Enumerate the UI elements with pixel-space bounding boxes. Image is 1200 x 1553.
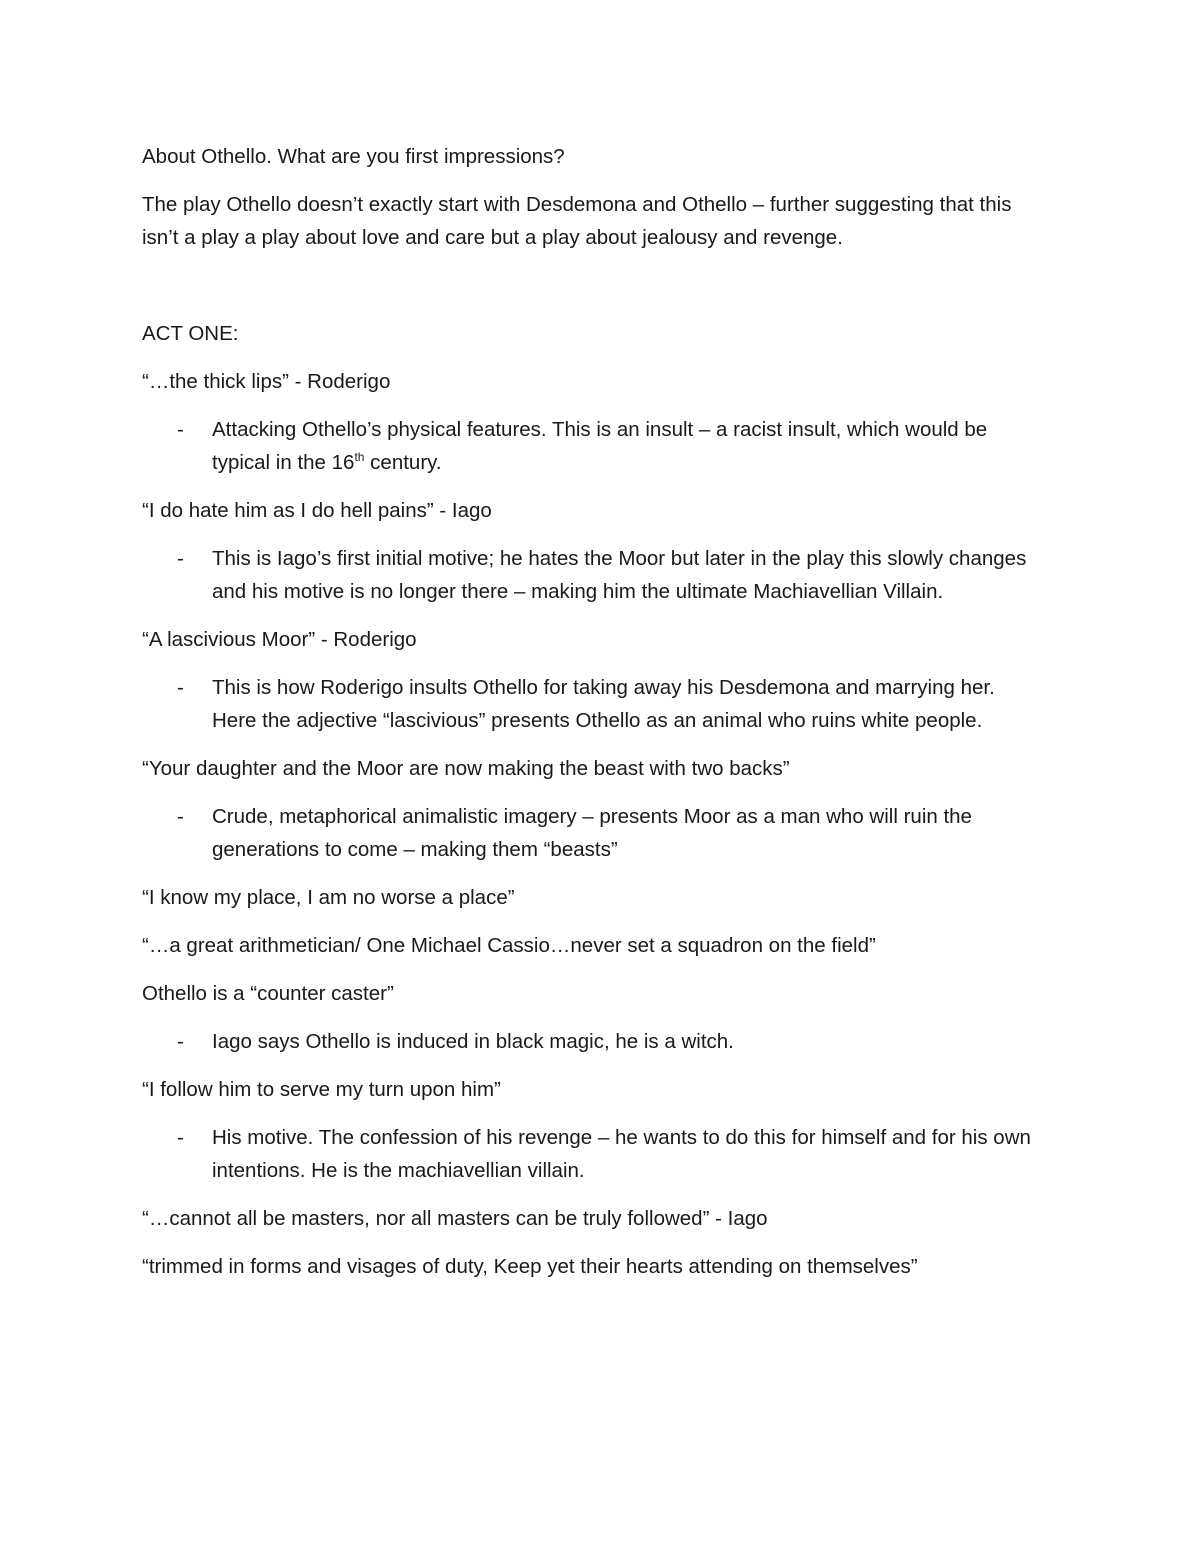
bullet-dash: - — [177, 1126, 184, 1149]
bullet-note — [142, 1121, 1042, 1187]
bullet-text: Crude, metaphorical animalistic imagery – presents Moor as a man who will ruin the generations to come – making them “beasts” — [212, 805, 972, 861]
document-body — [142, 140, 1042, 1298]
bullet-note — [142, 671, 1042, 737]
quote-arithmetician: “…a great arithmetician/ One Michael Cassio…never set a squadron on the field” — [142, 934, 876, 957]
quote-visages-of-duty: “trimmed in forms and visages of duty, Keep yet their hearts attending on themselves” — [142, 1255, 918, 1278]
bullet-text: Attacking Othello’s physical features. This is an insult – a racist insult, which would be typical in the 16 — [212, 418, 988, 474]
bullet-dash: - — [177, 1030, 184, 1053]
quote-masters: “…cannot all be masters, nor all masters can be truly followed” - Iago — [142, 1207, 768, 1230]
superscript-ordinal: th — [354, 450, 365, 465]
intro-heading: About Othello. What are you first impressions? — [142, 145, 565, 168]
quote-beast-two-backs: “Your daughter and the Moor are now making the beast with two backs” — [142, 757, 790, 780]
quote-lascivious-moor: “A lascivious Moor” - Roderigo — [142, 628, 417, 651]
bullet-note — [142, 413, 1042, 479]
bullet-dash: - — [177, 547, 184, 570]
intro-paragraph: The play Othello doesn’t exactly start with Desdemona and Othello – further suggesting that this isn’t a play a play about love and care but a play about jealousy and revenge. — [142, 193, 1012, 249]
quote-serve-my-turn: “I follow him to serve my turn upon him” — [142, 1078, 501, 1101]
quote-know-my-place: “I know my place, I am no worse a place” — [142, 886, 515, 909]
bullet-note — [142, 542, 1042, 608]
act-title: ACT ONE: — [142, 322, 239, 345]
bullet-text: Iago says Othello is induced in black magic, he is a witch. — [212, 1030, 734, 1053]
quote-hell-pains: “I do hate him as I do hell pains” - Iago — [142, 499, 492, 522]
bullet-dash: - — [177, 418, 184, 441]
quote-counter-caster: Othello is a “counter caster” — [142, 982, 394, 1005]
bullet-dash: - — [177, 676, 184, 699]
bullet-note — [142, 800, 1042, 866]
bullet-dash: - — [177, 805, 184, 828]
bullet-note — [142, 1025, 1042, 1058]
quote-thick-lips: “…the thick lips” - Roderigo — [142, 370, 391, 393]
bullet-text: This is Iago’s first initial motive; he hates the Moor but later in the play this slowly changes and his motive is no longer there – making him the ultimate Machiavellian Villain. — [212, 547, 1027, 603]
bullet-text-end: century. — [364, 451, 442, 474]
spacer — [142, 269, 1042, 317]
bullet-text: This is how Roderigo insults Othello for taking away his Desdemona and marrying her. Here the adjective “lascivious” presents Othello as an animal who ruins white people. — [212, 676, 995, 732]
bullet-text: His motive. The confession of his revenge – he wants to do this for himself and for his own intentions. He is the machiavellian villain. — [212, 1126, 1031, 1182]
